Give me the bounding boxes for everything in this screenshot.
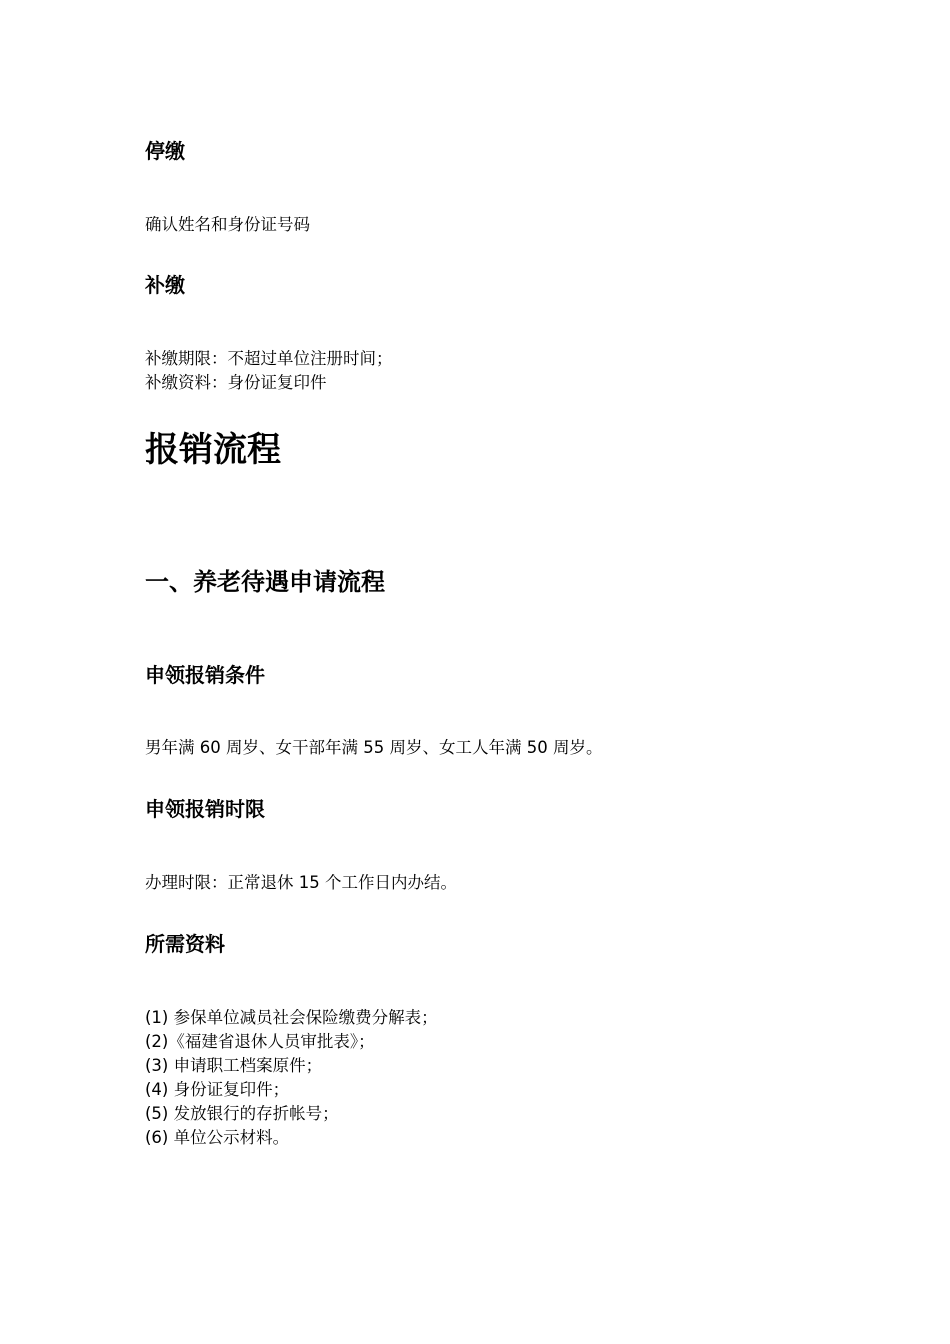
section-title: 一、养老待遇申请流程 [145, 568, 385, 596]
heading-conditions: 申领报销条件 [145, 663, 265, 687]
supplement-text [145, 347, 393, 395]
list-item: (3) 申请职工档案原件； [145, 1056, 323, 1075]
list-item: (2)《福建省退休人员审批表》； [145, 1032, 375, 1051]
time-limit-text: 办理时限：正常退休 15 个工作日内办结。 [145, 873, 457, 892]
list-item: (5) 发放银行的存折帐号； [145, 1104, 339, 1123]
materials-list [145, 1006, 438, 1150]
supplement-deadline: 补缴期限：不超过单位注册时间； [145, 349, 393, 368]
heading-materials: 所需资料 [145, 932, 225, 956]
heading-time-limit: 申领报销时限 [145, 797, 265, 821]
heading-supplement: 补缴 [145, 273, 185, 297]
supplement-materials: 补缴资料：身份证复印件 [145, 373, 327, 392]
heading-stop: 停缴 [145, 139, 185, 163]
page-title: 报销流程 [145, 430, 281, 470]
list-item: (4) 身份证复印件； [145, 1080, 290, 1099]
conditions-text: 男年满 60 周岁、女干部年满 55 周岁、女工人年满 50 周岁。 [145, 738, 603, 757]
stop-text: 确认姓名和身份证号码 [145, 215, 310, 234]
list-item: (1) 参保单位减员社会保险缴费分解表； [145, 1008, 438, 1027]
list-item: (6) 单位公示材料。 [145, 1128, 290, 1147]
